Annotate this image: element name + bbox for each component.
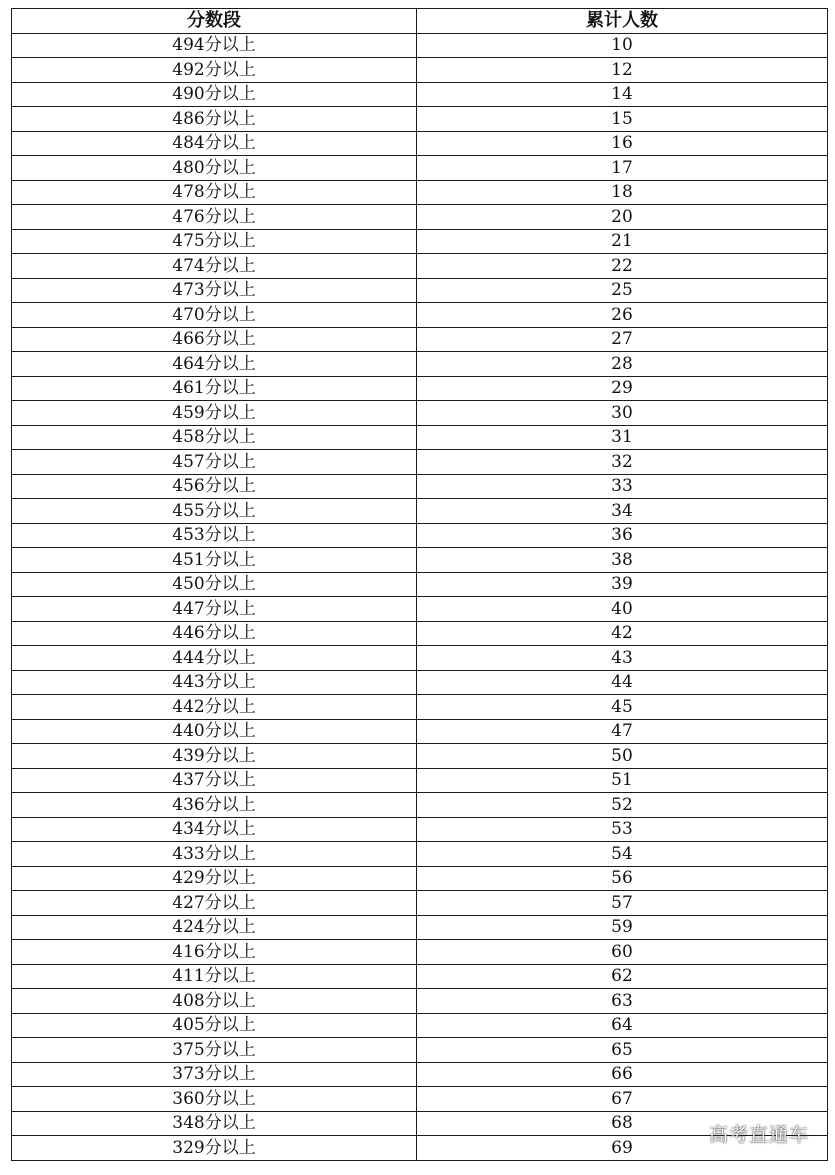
cumulative-count-cell: 17 — [417, 156, 828, 181]
table-row — [12, 1013, 828, 1038]
table-row — [12, 768, 828, 793]
cumulative-count-cell: 64 — [417, 1013, 828, 1038]
score-range-cell: 434分以上 — [12, 817, 417, 842]
header-score-range: 分数段 — [12, 9, 417, 34]
score-range-cell: 470分以上 — [12, 303, 417, 328]
header-cumulative-count: 累计人数 — [417, 9, 828, 34]
table-header-row — [12, 9, 828, 34]
score-range-cell: 458分以上 — [12, 425, 417, 450]
score-range-cell: 429分以上 — [12, 866, 417, 891]
table-row — [12, 572, 828, 597]
table-row — [12, 964, 828, 989]
table-row — [12, 1087, 828, 1112]
score-range-cell: 446分以上 — [12, 621, 417, 646]
cumulative-count-cell: 45 — [417, 695, 828, 720]
table-row — [12, 156, 828, 181]
cumulative-count-cell: 10 — [417, 33, 828, 58]
cumulative-count-cell: 30 — [417, 401, 828, 426]
cumulative-count-cell: 28 — [417, 352, 828, 377]
cumulative-count-cell: 31 — [417, 425, 828, 450]
cumulative-count-cell: 12 — [417, 58, 828, 83]
watermark: 高考直通车 — [708, 1124, 809, 1146]
table-row — [12, 376, 828, 401]
table-row — [12, 793, 828, 818]
score-range-cell: 360分以上 — [12, 1087, 417, 1112]
score-range-cell: 416分以上 — [12, 940, 417, 965]
table-row — [12, 303, 828, 328]
cumulative-count-cell: 36 — [417, 523, 828, 548]
table-row — [12, 523, 828, 548]
cumulative-count-cell: 21 — [417, 229, 828, 254]
score-range-cell: 348分以上 — [12, 1111, 417, 1136]
table-row — [12, 842, 828, 867]
cumulative-count-cell: 38 — [417, 548, 828, 573]
cumulative-count-cell: 68 — [417, 1111, 828, 1136]
cumulative-count-cell: 47 — [417, 719, 828, 744]
cumulative-count-cell: 44 — [417, 670, 828, 695]
table-row — [12, 695, 828, 720]
score-range-cell: 436分以上 — [12, 793, 417, 818]
table-row — [12, 940, 828, 965]
cumulative-count-cell: 33 — [417, 474, 828, 499]
cumulative-count-cell: 27 — [417, 327, 828, 352]
score-range-cell: 447分以上 — [12, 597, 417, 622]
table-row — [12, 58, 828, 83]
score-range-cell: 475分以上 — [12, 229, 417, 254]
table-row — [12, 180, 828, 205]
cumulative-count-cell: 54 — [417, 842, 828, 867]
score-range-cell: 442分以上 — [12, 695, 417, 720]
score-range-cell: 451分以上 — [12, 548, 417, 573]
cumulative-count-cell: 65 — [417, 1038, 828, 1063]
score-range-cell: 459分以上 — [12, 401, 417, 426]
cumulative-count-cell: 53 — [417, 817, 828, 842]
score-range-cell: 411分以上 — [12, 964, 417, 989]
score-range-cell: 474分以上 — [12, 254, 417, 279]
score-range-cell: 456分以上 — [12, 474, 417, 499]
cumulative-count-cell: 29 — [417, 376, 828, 401]
score-range-cell: 443分以上 — [12, 670, 417, 695]
score-range-cell: 437分以上 — [12, 768, 417, 793]
score-range-cell: 373分以上 — [12, 1062, 417, 1087]
score-range-cell: 455分以上 — [12, 499, 417, 524]
cumulative-count-cell: 32 — [417, 450, 828, 475]
table-row — [12, 33, 828, 58]
cumulative-count-cell: 63 — [417, 989, 828, 1014]
cumulative-count-cell: 43 — [417, 646, 828, 671]
cumulative-count-cell: 62 — [417, 964, 828, 989]
score-range-cell: 464分以上 — [12, 352, 417, 377]
cumulative-count-cell: 42 — [417, 621, 828, 646]
score-range-cell: 494分以上 — [12, 33, 417, 58]
table-row — [12, 450, 828, 475]
table-row — [12, 254, 828, 279]
table-row — [12, 131, 828, 156]
table-row — [12, 1111, 828, 1136]
table-row — [12, 621, 828, 646]
table-row — [12, 82, 828, 107]
score-range-cell: 329分以上 — [12, 1136, 417, 1161]
table-row — [12, 327, 828, 352]
table-row — [12, 1136, 828, 1161]
cumulative-count-cell: 56 — [417, 866, 828, 891]
score-range-cell: 484分以上 — [12, 131, 417, 156]
cumulative-count-cell: 22 — [417, 254, 828, 279]
cumulative-count-cell: 51 — [417, 768, 828, 793]
table-row — [12, 915, 828, 940]
cumulative-count-cell: 16 — [417, 131, 828, 156]
table-row — [12, 278, 828, 303]
cumulative-count-cell: 60 — [417, 940, 828, 965]
table-row — [12, 205, 828, 230]
table-row — [12, 229, 828, 254]
score-range-cell: 453分以上 — [12, 523, 417, 548]
cumulative-count-cell: 57 — [417, 891, 828, 916]
score-range-cell: 476分以上 — [12, 205, 417, 230]
cumulative-count-cell: 18 — [417, 180, 828, 205]
cumulative-count-cell: 67 — [417, 1087, 828, 1112]
score-range-cell: 408分以上 — [12, 989, 417, 1014]
cumulative-count-cell: 69 — [417, 1136, 828, 1161]
table-row — [12, 817, 828, 842]
table-row — [12, 670, 828, 695]
score-range-cell: 486分以上 — [12, 107, 417, 132]
cumulative-count-cell: 14 — [417, 82, 828, 107]
cumulative-count-cell: 34 — [417, 499, 828, 524]
score-range-cell: 440分以上 — [12, 719, 417, 744]
score-range-cell: 427分以上 — [12, 891, 417, 916]
score-range-cell: 466分以上 — [12, 327, 417, 352]
table-row — [12, 719, 828, 744]
table-row — [12, 1062, 828, 1087]
table-row — [12, 425, 828, 450]
score-range-cell: 450分以上 — [12, 572, 417, 597]
table-row — [12, 1038, 828, 1063]
table-row — [12, 401, 828, 426]
table-row — [12, 744, 828, 769]
table-row — [12, 891, 828, 916]
cumulative-count-cell: 25 — [417, 278, 828, 303]
cumulative-count-cell: 66 — [417, 1062, 828, 1087]
score-range-cell: 439分以上 — [12, 744, 417, 769]
table-row — [12, 548, 828, 573]
score-range-cell: 444分以上 — [12, 646, 417, 671]
table-body — [12, 33, 828, 1160]
cumulative-count-cell: 20 — [417, 205, 828, 230]
cumulative-count-cell: 59 — [417, 915, 828, 940]
cumulative-count-cell: 26 — [417, 303, 828, 328]
score-range-cell: 405分以上 — [12, 1013, 417, 1038]
cumulative-count-cell: 15 — [417, 107, 828, 132]
score-range-cell: 478分以上 — [12, 180, 417, 205]
table-row — [12, 107, 828, 132]
cumulative-count-cell: 52 — [417, 793, 828, 818]
score-range-cell: 457分以上 — [12, 450, 417, 475]
cumulative-count-cell: 50 — [417, 744, 828, 769]
table-row — [12, 989, 828, 1014]
cumulative-count-cell: 40 — [417, 597, 828, 622]
table-row — [12, 352, 828, 377]
table-row — [12, 866, 828, 891]
score-range-cell: 473分以上 — [12, 278, 417, 303]
score-range-cell: 433分以上 — [12, 842, 417, 867]
table-row — [12, 474, 828, 499]
table-row — [12, 646, 828, 671]
score-range-cell: 490分以上 — [12, 82, 417, 107]
table-row — [12, 499, 828, 524]
score-range-cell: 461分以上 — [12, 376, 417, 401]
score-distribution-table — [11, 8, 828, 1161]
table-row — [12, 597, 828, 622]
score-range-cell: 492分以上 — [12, 58, 417, 83]
score-range-cell: 375分以上 — [12, 1038, 417, 1063]
score-range-cell: 480分以上 — [12, 156, 417, 181]
score-range-cell: 424分以上 — [12, 915, 417, 940]
cumulative-count-cell: 39 — [417, 572, 828, 597]
